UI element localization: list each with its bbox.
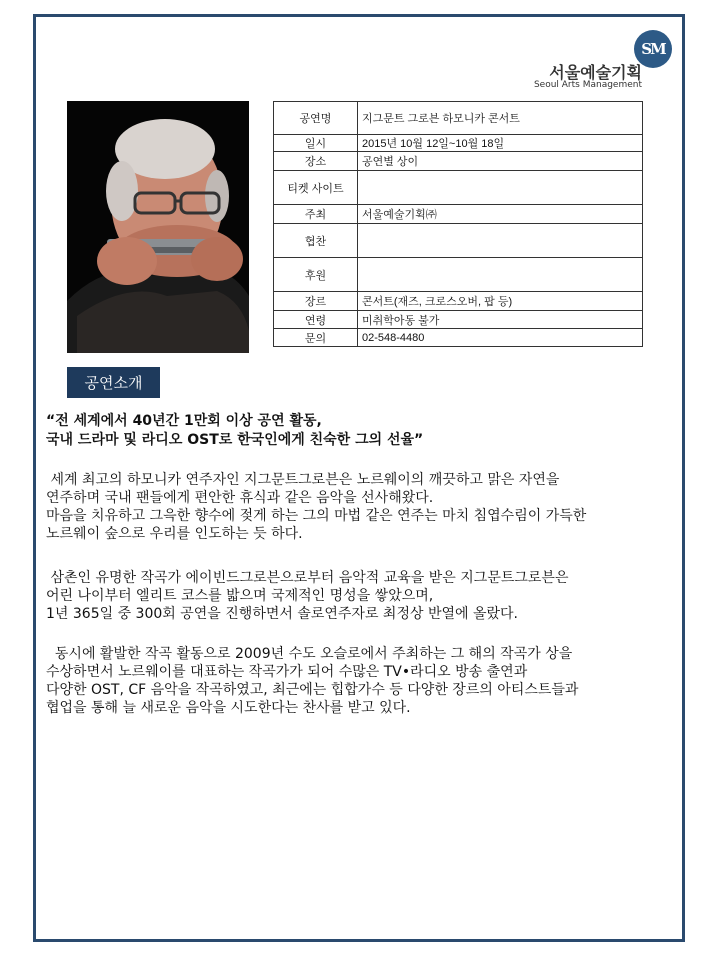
info-row [274,205,643,224]
info-row [274,102,643,135]
info-label: 협찬 [274,224,358,258]
info-value [358,171,643,205]
info-value [358,224,643,258]
info-row [274,135,643,152]
info-value: 공연별 상이 [358,152,643,171]
info-row [274,258,643,292]
performance-info-table [273,101,643,347]
logo-korean-name: 서울예술기획 [549,63,642,82]
info-row [274,329,643,347]
quote-line-2: 국내 드라마 및 라디오 OST로 한국인에게 친숙한 그의 선율” [46,432,424,448]
info-value: 서울예술기획㈜ [358,205,643,224]
info-label: 티켓 사이트 [274,171,358,205]
info-label: 주최 [274,205,358,224]
info-label: 연령 [274,311,358,329]
info-label: 장소 [274,152,358,171]
logo-english-name: Seoul Arts Management [533,80,642,90]
info-row [274,292,643,311]
info-label: 장르 [274,292,358,311]
info-label: 일시 [274,135,358,152]
info-row [274,224,643,258]
info-value: 미취학아동 불가 [358,311,643,329]
sm-logo-mark: SM [634,30,672,68]
info-row [274,152,643,171]
intro-paragraph-1: 세계 최고의 하모니카 연주자인 지그문트그로븐은 노르웨이의 깨끗하고 맑은 자연을 연주하며 국내 팬들에게 편안한 휴식과 같은 음악을 선사해왔다. 마음을 치유하고 그윽한 향수에 젖게 하는 그의 마법 같은 연주는 마치 침엽수림이 가득한 노르웨이 숲으로 우리를 인도하는 듯 하다. [46,472,587,542]
headline-quote [46,412,676,450]
intro-heading: 공연소개 [67,367,160,398]
intro-paragraph-3: 동시에 활발한 작곡 활동으로 2009년 수도 오슬로에서 주최하는 그 해의 작곡가 상을 수상하면서 노르웨이를 대표하는 작곡가가 되어 수많은 TV•라디오 방송 출연과 다양한 OST, CF 음악을 작곡하였고, 최근에는 힙합가수 등 다양한 장르의 아티스트들과 협업을 통해 늘 새로운 음악을 시도한다는 찬사를 받고 있다. [46,646,579,716]
info-value: 지그문트 그로븐 하모니카 콘서트 [358,102,643,135]
intro-paragraph-2: 삼촌인 유명한 작곡가 에이빈드그로븐으로부터 음악적 교육을 받은 지그문트그로븐은 어린 나이부터 엘리트 코스를 밟으며 국제적인 명성을 쌓았으며, 1년 365일 중 300회 공연을 진행하면서 솔로연주자로 최정상 반열에 올랐다. [46,570,569,622]
performer-photo [67,101,249,353]
info-row [274,311,643,329]
company-logo [533,30,672,92]
info-row [274,171,643,205]
info-value [358,258,643,292]
info-label: 문의 [274,329,358,347]
info-label: 공연명 [274,102,358,135]
info-value: 콘서트(재즈, 크로스오버, 팝 등) [358,292,643,311]
info-label: 후원 [274,258,358,292]
info-value: 2015년 10월 12일~10월 18일 [358,135,643,152]
info-value: 02-548-4480 [358,329,643,347]
quote-line-1: “전 세계에서 40년간 1만회 이상 공연 활동, [46,413,322,429]
